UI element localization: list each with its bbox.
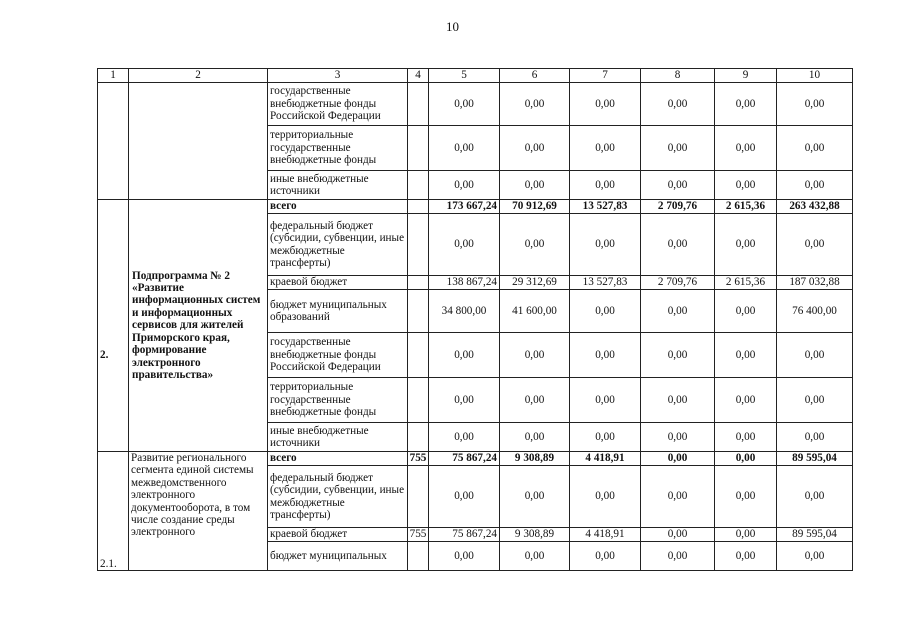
amount-cell: 0,00: [500, 378, 570, 423]
header-cell: 7: [570, 69, 641, 83]
funding-source: бюджет муниципальных: [268, 542, 408, 571]
funding-source: иные внебюджетные источники: [268, 423, 408, 452]
page-number: 10: [446, 19, 459, 34]
amount-cell: 0,00: [570, 466, 641, 528]
column-4-value: [408, 423, 429, 452]
funding-source: всего: [268, 452, 408, 466]
amount-cell: 0,00: [641, 542, 715, 571]
amount-cell: 0,00: [641, 290, 715, 333]
header-cell: 1: [98, 69, 129, 83]
header-cell: 3: [268, 69, 408, 83]
program-title: [129, 83, 268, 200]
amount-cell: 0,00: [429, 333, 500, 378]
amount-cell: 0,00: [777, 83, 853, 126]
funding-source: краевой бюджет: [268, 276, 408, 290]
amount-cell: 0,00: [500, 214, 570, 276]
amount-cell: 0,00: [570, 423, 641, 452]
funding-source: бюджет муниципальных образований: [268, 290, 408, 333]
row-number: 2.: [98, 200, 129, 452]
amount-cell: 70 912,69: [500, 200, 570, 214]
amount-cell: 0,00: [500, 171, 570, 200]
funding-source: территориальные государственные внебюджетные фонды: [268, 378, 408, 423]
header-cell: 4: [408, 69, 429, 83]
amount-cell: 0,00: [777, 214, 853, 276]
amount-cell: 0,00: [641, 452, 715, 466]
funding-source: иные внебюджетные источники: [268, 171, 408, 200]
amount-cell: 0,00: [429, 423, 500, 452]
amount-cell: 0,00: [500, 333, 570, 378]
amount-cell: 0,00: [500, 466, 570, 528]
funding-source: краевой бюджет: [268, 528, 408, 542]
amount-cell: 0,00: [641, 83, 715, 126]
table-row: [98, 452, 853, 466]
amount-cell: 0,00: [777, 542, 853, 571]
column-4-value: [408, 83, 429, 126]
amount-cell: 41 600,00: [500, 290, 570, 333]
column-4-value: [408, 276, 429, 290]
column-4-value: [408, 542, 429, 571]
amount-cell: 0,00: [500, 542, 570, 571]
amount-cell: 187 032,88: [777, 276, 853, 290]
column-4-value: [408, 378, 429, 423]
amount-cell: 2 709,76: [641, 276, 715, 290]
amount-cell: 75 867,24: [429, 528, 500, 542]
column-4-value: [408, 200, 429, 214]
amount-cell: 0,00: [500, 126, 570, 171]
amount-cell: 0,00: [777, 126, 853, 171]
column-4-value: [408, 214, 429, 276]
amount-cell: 0,00: [429, 542, 500, 571]
column-4-value: [408, 466, 429, 528]
column-4-value: 755: [408, 528, 429, 542]
amount-cell: 89 595,04: [777, 452, 853, 466]
funding-source: всего: [268, 200, 408, 214]
program-title: Подпрограмма № 2 «Развитие информационных систем и информационных сервисов для жителей Приморского края, формирование электронного правительства»: [129, 200, 268, 452]
header-cell: 2: [129, 69, 268, 83]
amount-cell: 76 400,00: [777, 290, 853, 333]
amount-cell: 0,00: [429, 378, 500, 423]
amount-cell: 0,00: [570, 126, 641, 171]
header-cell: 6: [500, 69, 570, 83]
amount-cell: 0,00: [715, 528, 777, 542]
amount-cell: 138 867,24: [429, 276, 500, 290]
header-cell: 10: [777, 69, 853, 83]
amount-cell: 0,00: [715, 171, 777, 200]
column-4-value: [408, 333, 429, 378]
amount-cell: 0,00: [429, 171, 500, 200]
amount-cell: 0,00: [715, 423, 777, 452]
column-4-value: [408, 171, 429, 200]
amount-cell: 9 308,89: [500, 452, 570, 466]
table-row: [98, 200, 853, 214]
amount-cell: 0,00: [715, 83, 777, 126]
amount-cell: 0,00: [500, 423, 570, 452]
header-row: [98, 69, 853, 83]
column-4-value: [408, 126, 429, 171]
program-title: Развитие регионального сегмента единой системы межведомственного электронного документооборота, в том числе создание среды электронного: [129, 452, 268, 571]
header-cell: 9: [715, 69, 777, 83]
amount-cell: 0,00: [570, 542, 641, 571]
amount-cell: 0,00: [777, 466, 853, 528]
amount-cell: 4 418,91: [570, 452, 641, 466]
column-4-value: 755: [408, 452, 429, 466]
amount-cell: 0,00: [715, 214, 777, 276]
amount-cell: 0,00: [570, 378, 641, 423]
amount-cell: 0,00: [570, 171, 641, 200]
amount-cell: 0,00: [715, 466, 777, 528]
funding-source: государственные внебюджетные фонды Российской Федерации: [268, 83, 408, 126]
amount-cell: 0,00: [570, 333, 641, 378]
amount-cell: 0,00: [777, 333, 853, 378]
amount-cell: 13 527,83: [570, 200, 641, 214]
amount-cell: 0,00: [641, 423, 715, 452]
amount-cell: 0,00: [570, 214, 641, 276]
amount-cell: 13 527,83: [570, 276, 641, 290]
amount-cell: 2 615,36: [715, 276, 777, 290]
amount-cell: 0,00: [715, 290, 777, 333]
amount-cell: 0,00: [641, 214, 715, 276]
amount-cell: 0,00: [641, 333, 715, 378]
row-number: 2.1.: [98, 452, 129, 571]
column-4-value: [408, 290, 429, 333]
amount-cell: 9 308,89: [500, 528, 570, 542]
amount-cell: 173 667,24: [429, 200, 500, 214]
funding-source: федеральный бюджет (субсидии, субвенции, иные межбюджетные трансферты): [268, 214, 408, 276]
amount-cell: 29 312,69: [500, 276, 570, 290]
amount-cell: 0,00: [641, 528, 715, 542]
amount-cell: 0,00: [641, 466, 715, 528]
amount-cell: 0,00: [429, 83, 500, 126]
funding-source: федеральный бюджет (субсидии, субвенции, иные межбюджетные трансферты): [268, 466, 408, 528]
amount-cell: 34 800,00: [429, 290, 500, 333]
budget-table: [97, 68, 853, 571]
amount-cell: 0,00: [715, 452, 777, 466]
amount-cell: 0,00: [641, 171, 715, 200]
amount-cell: 0,00: [429, 214, 500, 276]
header-cell: 8: [641, 69, 715, 83]
funding-source: территориальные государственные внебюджетные фонды: [268, 126, 408, 171]
amount-cell: 0,00: [715, 378, 777, 423]
amount-cell: 2 615,36: [715, 200, 777, 214]
amount-cell: 0,00: [641, 378, 715, 423]
amount-cell: 0,00: [500, 83, 570, 126]
amount-cell: 0,00: [570, 83, 641, 126]
amount-cell: 0,00: [715, 333, 777, 378]
amount-cell: 2 709,76: [641, 200, 715, 214]
funding-source: государственные внебюджетные фонды Российской Федерации: [268, 333, 408, 378]
amount-cell: 0,00: [777, 423, 853, 452]
amount-cell: 4 418,91: [570, 528, 641, 542]
amount-cell: 0,00: [715, 542, 777, 571]
row-number: [98, 83, 129, 200]
header-cell: 5: [429, 69, 500, 83]
amount-cell: 75 867,24: [429, 452, 500, 466]
amount-cell: 0,00: [777, 171, 853, 200]
amount-cell: 0,00: [429, 466, 500, 528]
amount-cell: 0,00: [715, 126, 777, 171]
amount-cell: 0,00: [429, 126, 500, 171]
amount-cell: 263 432,88: [777, 200, 853, 214]
amount-cell: 89 595,04: [777, 528, 853, 542]
amount-cell: 0,00: [777, 378, 853, 423]
amount-cell: 0,00: [570, 290, 641, 333]
table-row: [98, 83, 853, 126]
amount-cell: 0,00: [641, 126, 715, 171]
